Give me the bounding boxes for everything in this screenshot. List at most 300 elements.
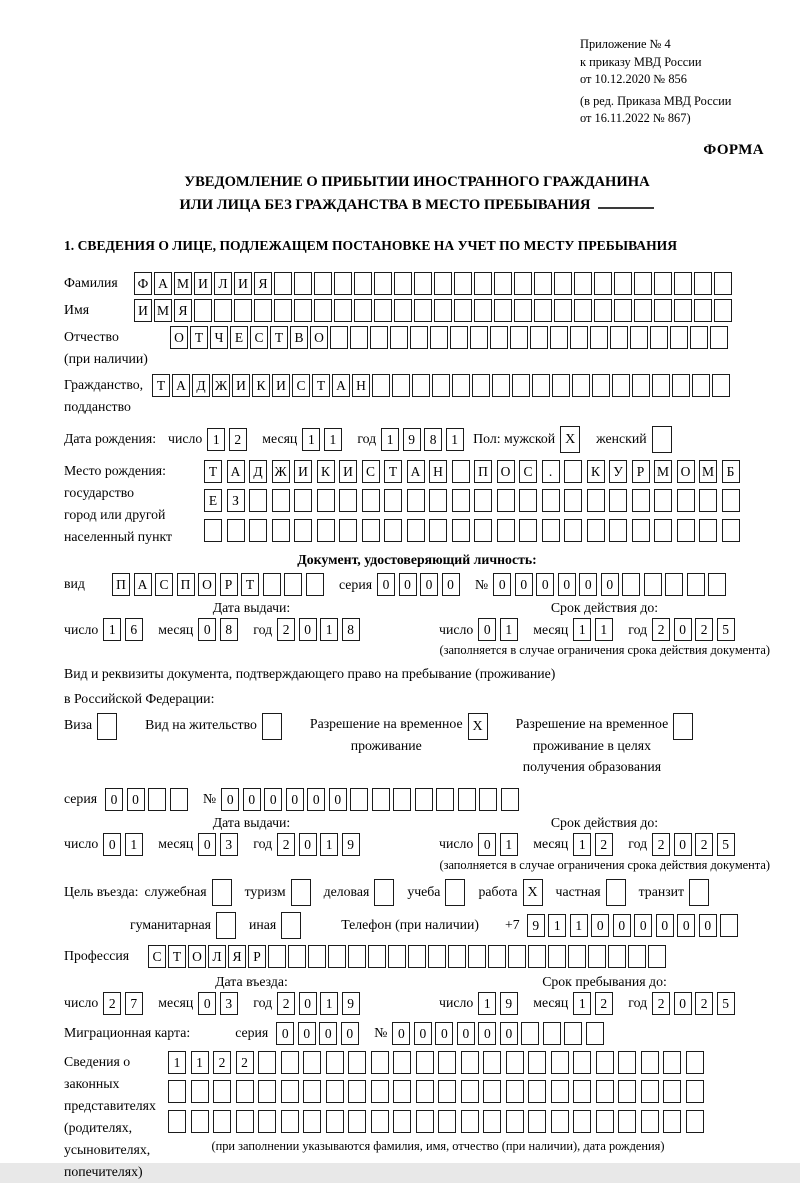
char-box[interactable] [650, 326, 668, 349]
char-box[interactable]: 7 [125, 992, 143, 1015]
char-box[interactable]: Р [220, 573, 238, 596]
char-box[interactable]: К [252, 374, 270, 397]
char-box[interactable] [407, 489, 425, 512]
char-box[interactable] [552, 374, 570, 397]
char-box[interactable] [393, 788, 411, 811]
char-box[interactable] [450, 326, 468, 349]
char-box[interactable] [622, 573, 640, 596]
char-box[interactable]: Д [249, 460, 267, 483]
char-box[interactable] [534, 272, 552, 295]
char-box[interactable]: 2 [277, 833, 295, 856]
char-box[interactable] [542, 519, 560, 542]
char-box[interactable]: Д [192, 374, 210, 397]
char-box[interactable] [687, 573, 705, 596]
char-box[interactable]: 2 [277, 992, 295, 1015]
char-box[interactable] [694, 299, 712, 322]
char-box[interactable]: О [170, 326, 188, 349]
char-box[interactable]: 2 [695, 618, 713, 641]
char-box[interactable] [370, 326, 388, 349]
char-box[interactable] [407, 519, 425, 542]
char-box[interactable]: Н [352, 374, 370, 397]
char-box[interactable] [586, 1022, 604, 1045]
char-box[interactable] [474, 519, 492, 542]
char-box[interactable] [258, 1051, 276, 1074]
char-box[interactable]: 2 [213, 1051, 231, 1074]
char-box[interactable] [534, 299, 552, 322]
char-box[interactable]: 2 [277, 618, 295, 641]
char-box[interactable] [294, 272, 312, 295]
char-box[interactable]: С [148, 945, 166, 968]
char-box[interactable]: 0 [307, 788, 325, 811]
char-box[interactable] [551, 1051, 569, 1074]
char-box[interactable]: П [112, 573, 130, 596]
char-box[interactable]: 1 [168, 1051, 186, 1074]
char-box[interactable] [458, 788, 476, 811]
char-box[interactable] [564, 1022, 582, 1045]
char-box[interactable] [648, 945, 666, 968]
char-box[interactable] [236, 1080, 254, 1103]
char-box[interactable]: 0 [276, 1022, 294, 1045]
char-box[interactable] [699, 519, 717, 542]
char-box[interactable] [542, 489, 560, 512]
char-box[interactable]: Т [190, 326, 208, 349]
char-box[interactable] [474, 489, 492, 512]
char-box[interactable] [532, 374, 550, 397]
char-box[interactable]: 1 [207, 428, 225, 451]
char-box[interactable]: С [292, 374, 310, 397]
char-box[interactable]: 1 [573, 992, 591, 1015]
char-box[interactable] [326, 1051, 344, 1074]
char-box[interactable] [454, 272, 472, 295]
char-box[interactable] [490, 326, 508, 349]
char-box[interactable] [430, 326, 448, 349]
purpose-study-checkbox[interactable] [445, 879, 465, 906]
char-box[interactable] [294, 489, 312, 512]
char-box[interactable]: И [294, 460, 312, 483]
char-box[interactable] [372, 374, 390, 397]
sex-female-checkbox[interactable] [652, 426, 672, 453]
char-box[interactable] [474, 272, 492, 295]
char-box[interactable]: 9 [342, 992, 360, 1015]
char-box[interactable] [249, 489, 267, 512]
char-box[interactable] [483, 1080, 501, 1103]
char-box[interactable] [677, 519, 695, 542]
char-box[interactable]: С [362, 460, 380, 483]
char-box[interactable]: 0 [656, 914, 674, 937]
char-box[interactable]: 0 [478, 1022, 496, 1045]
char-box[interactable] [461, 1051, 479, 1074]
char-box[interactable]: 6 [125, 618, 143, 641]
char-box[interactable]: 5 [717, 618, 735, 641]
char-box[interactable] [618, 1080, 636, 1103]
char-box[interactable] [468, 945, 486, 968]
char-box[interactable]: 0 [299, 992, 317, 1015]
char-box[interactable] [429, 489, 447, 512]
char-box[interactable] [674, 299, 692, 322]
char-box[interactable]: 0 [221, 788, 239, 811]
purpose-humanitarian-checkbox[interactable] [216, 912, 236, 939]
char-box[interactable]: 1 [320, 618, 338, 641]
char-box[interactable]: С [155, 573, 173, 596]
char-box[interactable] [314, 272, 332, 295]
char-box[interactable] [644, 573, 662, 596]
char-box[interactable] [592, 374, 610, 397]
char-box[interactable] [371, 1110, 389, 1133]
char-box[interactable]: 0 [105, 788, 123, 811]
char-box[interactable]: 8 [220, 618, 238, 641]
char-box[interactable] [508, 945, 526, 968]
char-box[interactable] [354, 299, 372, 322]
char-box[interactable] [551, 1080, 569, 1103]
char-box[interactable]: 2 [695, 833, 713, 856]
char-box[interactable]: Т [312, 374, 330, 397]
char-box[interactable] [652, 374, 670, 397]
char-box[interactable] [328, 945, 346, 968]
char-box[interactable]: 0 [677, 914, 695, 937]
char-box[interactable] [686, 1080, 704, 1103]
char-box[interactable]: 1 [191, 1051, 209, 1074]
char-box[interactable] [472, 374, 490, 397]
char-box[interactable]: Т [270, 326, 288, 349]
char-box[interactable]: А [154, 272, 172, 295]
char-box[interactable]: 1 [302, 428, 320, 451]
char-box[interactable] [461, 1080, 479, 1103]
char-box[interactable] [654, 272, 672, 295]
sex-male-checkbox[interactable]: X [560, 426, 580, 453]
char-box[interactable]: 0 [500, 1022, 518, 1045]
char-box[interactable]: 0 [613, 914, 631, 937]
char-box[interactable]: 0 [674, 618, 692, 641]
char-box[interactable]: К [317, 460, 335, 483]
char-box[interactable]: 1 [381, 428, 399, 451]
char-box[interactable] [483, 1110, 501, 1133]
char-box[interactable] [710, 326, 728, 349]
char-box[interactable]: 1 [570, 914, 588, 937]
char-box[interactable] [374, 299, 392, 322]
char-box[interactable] [674, 272, 692, 295]
char-box[interactable] [634, 272, 652, 295]
char-box[interactable] [274, 272, 292, 295]
char-box[interactable] [272, 489, 290, 512]
char-box[interactable] [281, 1080, 299, 1103]
char-box[interactable]: 2 [103, 992, 121, 1015]
char-box[interactable] [249, 519, 267, 542]
char-box[interactable]: М [154, 299, 172, 322]
char-box[interactable]: 0 [601, 573, 619, 596]
char-box[interactable]: М [654, 460, 672, 483]
char-box[interactable]: Ф [134, 272, 152, 295]
char-box[interactable] [506, 1080, 524, 1103]
char-box[interactable]: 0 [399, 573, 417, 596]
char-box[interactable]: 2 [652, 833, 670, 856]
char-box[interactable] [191, 1080, 209, 1103]
char-box[interactable]: Е [204, 489, 222, 512]
char-box[interactable]: 0 [536, 573, 554, 596]
purpose-business-checkbox[interactable] [212, 879, 232, 906]
char-box[interactable]: О [497, 460, 515, 483]
char-box[interactable]: 5 [717, 833, 735, 856]
char-box[interactable] [148, 788, 166, 811]
char-box[interactable]: 0 [341, 1022, 359, 1045]
char-box[interactable] [528, 1110, 546, 1133]
char-box[interactable]: 1 [595, 618, 613, 641]
char-box[interactable] [632, 489, 650, 512]
char-box[interactable] [281, 1051, 299, 1074]
char-box[interactable]: И [272, 374, 290, 397]
char-box[interactable] [714, 272, 732, 295]
char-box[interactable]: Т [204, 460, 222, 483]
char-box[interactable] [708, 573, 726, 596]
char-box[interactable]: 2 [595, 992, 613, 1015]
char-box[interactable] [334, 272, 352, 295]
char-box[interactable]: 0 [103, 833, 121, 856]
char-box[interactable]: Я [228, 945, 246, 968]
char-box[interactable]: 0 [579, 573, 597, 596]
char-box[interactable] [663, 1110, 681, 1133]
char-box[interactable] [454, 299, 472, 322]
char-box[interactable]: Ж [212, 374, 230, 397]
char-box[interactable]: 2 [229, 428, 247, 451]
char-box[interactable] [303, 1051, 321, 1074]
char-box[interactable]: А [332, 374, 350, 397]
char-box[interactable] [213, 1080, 231, 1103]
char-box[interactable]: Р [632, 460, 650, 483]
char-box[interactable] [368, 945, 386, 968]
char-box[interactable]: 0 [198, 833, 216, 856]
char-box[interactable] [634, 299, 652, 322]
char-box[interactable] [686, 1051, 704, 1074]
char-box[interactable] [510, 326, 528, 349]
purpose-private-checkbox[interactable] [606, 879, 626, 906]
char-box[interactable] [438, 1110, 456, 1133]
char-box[interactable] [394, 299, 412, 322]
char-box[interactable]: 1 [320, 992, 338, 1015]
char-box[interactable] [543, 1022, 561, 1045]
char-box[interactable] [416, 1110, 434, 1133]
char-box[interactable] [528, 1080, 546, 1103]
char-box[interactable]: И [194, 272, 212, 295]
char-box[interactable] [488, 945, 506, 968]
char-box[interactable]: Ж [272, 460, 290, 483]
char-box[interactable] [234, 299, 252, 322]
char-box[interactable] [339, 519, 357, 542]
char-box[interactable] [594, 299, 612, 322]
char-box[interactable]: 2 [236, 1051, 254, 1074]
char-box[interactable]: 1 [478, 992, 496, 1015]
char-box[interactable] [281, 1110, 299, 1133]
char-box[interactable] [227, 519, 245, 542]
char-box[interactable]: Б [722, 460, 740, 483]
char-box[interactable] [564, 519, 582, 542]
char-box[interactable] [348, 945, 366, 968]
char-box[interactable] [574, 299, 592, 322]
char-box[interactable] [470, 326, 488, 349]
char-box[interactable]: 0 [674, 992, 692, 1015]
char-box[interactable] [350, 326, 368, 349]
char-box[interactable] [168, 1080, 186, 1103]
char-box[interactable]: 0 [299, 833, 317, 856]
char-box[interactable] [590, 326, 608, 349]
char-box[interactable]: 2 [595, 833, 613, 856]
char-box[interactable] [506, 1110, 524, 1133]
char-box[interactable]: В [290, 326, 308, 349]
char-box[interactable]: 1 [103, 618, 121, 641]
edu-permit-checkbox[interactable] [673, 713, 693, 740]
char-box[interactable] [722, 519, 740, 542]
char-box[interactable] [326, 1110, 344, 1133]
char-box[interactable] [268, 945, 286, 968]
char-box[interactable] [570, 326, 588, 349]
char-box[interactable]: 0 [558, 573, 576, 596]
char-box[interactable] [272, 519, 290, 542]
char-box[interactable]: 0 [435, 1022, 453, 1045]
char-box[interactable] [168, 1110, 186, 1133]
char-box[interactable] [594, 272, 612, 295]
char-box[interactable] [479, 788, 497, 811]
char-box[interactable] [428, 945, 446, 968]
char-box[interactable]: Л [208, 945, 226, 968]
char-box[interactable]: 0 [377, 573, 395, 596]
char-box[interactable] [483, 1051, 501, 1074]
char-box[interactable]: Я [254, 272, 272, 295]
char-box[interactable] [497, 519, 515, 542]
char-box[interactable] [374, 272, 392, 295]
char-box[interactable] [191, 1110, 209, 1133]
char-box[interactable] [663, 1080, 681, 1103]
char-box[interactable] [514, 272, 532, 295]
char-box[interactable]: 1 [500, 618, 518, 641]
char-box[interactable]: 9 [342, 833, 360, 856]
char-box[interactable] [686, 1110, 704, 1133]
char-box[interactable]: Л [214, 272, 232, 295]
char-box[interactable] [288, 945, 306, 968]
char-box[interactable]: . [542, 460, 560, 483]
char-box[interactable]: 1 [324, 428, 342, 451]
char-box[interactable] [436, 788, 454, 811]
char-box[interactable]: 0 [198, 992, 216, 1015]
char-box[interactable] [194, 299, 212, 322]
char-box[interactable]: 0 [264, 788, 282, 811]
char-box[interactable]: З [227, 489, 245, 512]
char-box[interactable] [654, 299, 672, 322]
char-box[interactable] [317, 489, 335, 512]
char-box[interactable] [596, 1110, 614, 1133]
char-box[interactable] [452, 489, 470, 512]
char-box[interactable] [170, 788, 188, 811]
char-box[interactable]: 1 [573, 833, 591, 856]
char-box[interactable]: 9 [527, 914, 545, 937]
char-box[interactable] [699, 489, 717, 512]
char-box[interactable] [429, 519, 447, 542]
char-box[interactable]: 3 [220, 992, 238, 1015]
char-box[interactable]: П [474, 460, 492, 483]
char-box[interactable]: 0 [286, 788, 304, 811]
char-box[interactable]: 3 [220, 833, 238, 856]
char-box[interactable] [474, 299, 492, 322]
char-box[interactable] [326, 1080, 344, 1103]
char-box[interactable]: С [519, 460, 537, 483]
char-box[interactable] [654, 489, 672, 512]
char-box[interactable] [432, 374, 450, 397]
char-box[interactable] [392, 374, 410, 397]
char-box[interactable] [618, 1110, 636, 1133]
char-box[interactable]: Ч [210, 326, 228, 349]
char-box[interactable]: 0 [634, 914, 652, 937]
char-box[interactable]: 0 [299, 618, 317, 641]
char-box[interactable]: 9 [403, 428, 421, 451]
char-box[interactable] [384, 489, 402, 512]
char-box[interactable] [350, 788, 368, 811]
purpose-tourism-checkbox[interactable] [291, 879, 311, 906]
char-box[interactable] [587, 489, 605, 512]
char-box[interactable] [521, 1022, 539, 1045]
char-box[interactable] [564, 489, 582, 512]
char-box[interactable]: Т [384, 460, 402, 483]
char-box[interactable] [672, 374, 690, 397]
char-box[interactable] [434, 299, 452, 322]
char-box[interactable]: 0 [298, 1022, 316, 1045]
char-box[interactable] [314, 299, 332, 322]
char-box[interactable]: 8 [424, 428, 442, 451]
char-box[interactable] [690, 326, 708, 349]
char-box[interactable] [390, 326, 408, 349]
char-box[interactable] [461, 1110, 479, 1133]
char-box[interactable]: О [198, 573, 216, 596]
char-box[interactable] [712, 374, 730, 397]
char-box[interactable] [214, 299, 232, 322]
char-box[interactable] [294, 519, 312, 542]
char-box[interactable]: 2 [652, 992, 670, 1015]
char-box[interactable] [554, 272, 572, 295]
char-box[interactable]: М [174, 272, 192, 295]
char-box[interactable] [452, 519, 470, 542]
char-box[interactable] [587, 519, 605, 542]
char-box[interactable] [692, 374, 710, 397]
char-box[interactable]: Т [241, 573, 259, 596]
char-box[interactable] [530, 326, 548, 349]
char-box[interactable]: И [232, 374, 250, 397]
char-box[interactable] [348, 1051, 366, 1074]
char-box[interactable] [596, 1080, 614, 1103]
char-box[interactable] [213, 1110, 231, 1133]
char-box[interactable] [519, 519, 537, 542]
char-box[interactable]: А [134, 573, 152, 596]
char-box[interactable] [204, 519, 222, 542]
char-box[interactable] [393, 1051, 411, 1074]
char-box[interactable] [438, 1051, 456, 1074]
char-box[interactable] [628, 945, 646, 968]
char-box[interactable] [588, 945, 606, 968]
char-box[interactable] [393, 1080, 411, 1103]
char-box[interactable] [384, 519, 402, 542]
char-box[interactable] [408, 945, 426, 968]
char-box[interactable] [362, 519, 380, 542]
char-box[interactable] [294, 299, 312, 322]
char-box[interactable]: А [227, 460, 245, 483]
char-box[interactable] [610, 326, 628, 349]
char-box[interactable] [548, 945, 566, 968]
char-box[interactable]: И [234, 272, 252, 295]
char-box[interactable]: 0 [329, 788, 347, 811]
char-box[interactable]: 0 [515, 573, 533, 596]
char-box[interactable] [416, 1080, 434, 1103]
char-box[interactable]: О [310, 326, 328, 349]
char-box[interactable]: А [172, 374, 190, 397]
char-box[interactable]: А [407, 460, 425, 483]
char-box[interactable]: 1 [573, 618, 591, 641]
char-box[interactable]: 0 [457, 1022, 475, 1045]
char-box[interactable] [641, 1051, 659, 1074]
